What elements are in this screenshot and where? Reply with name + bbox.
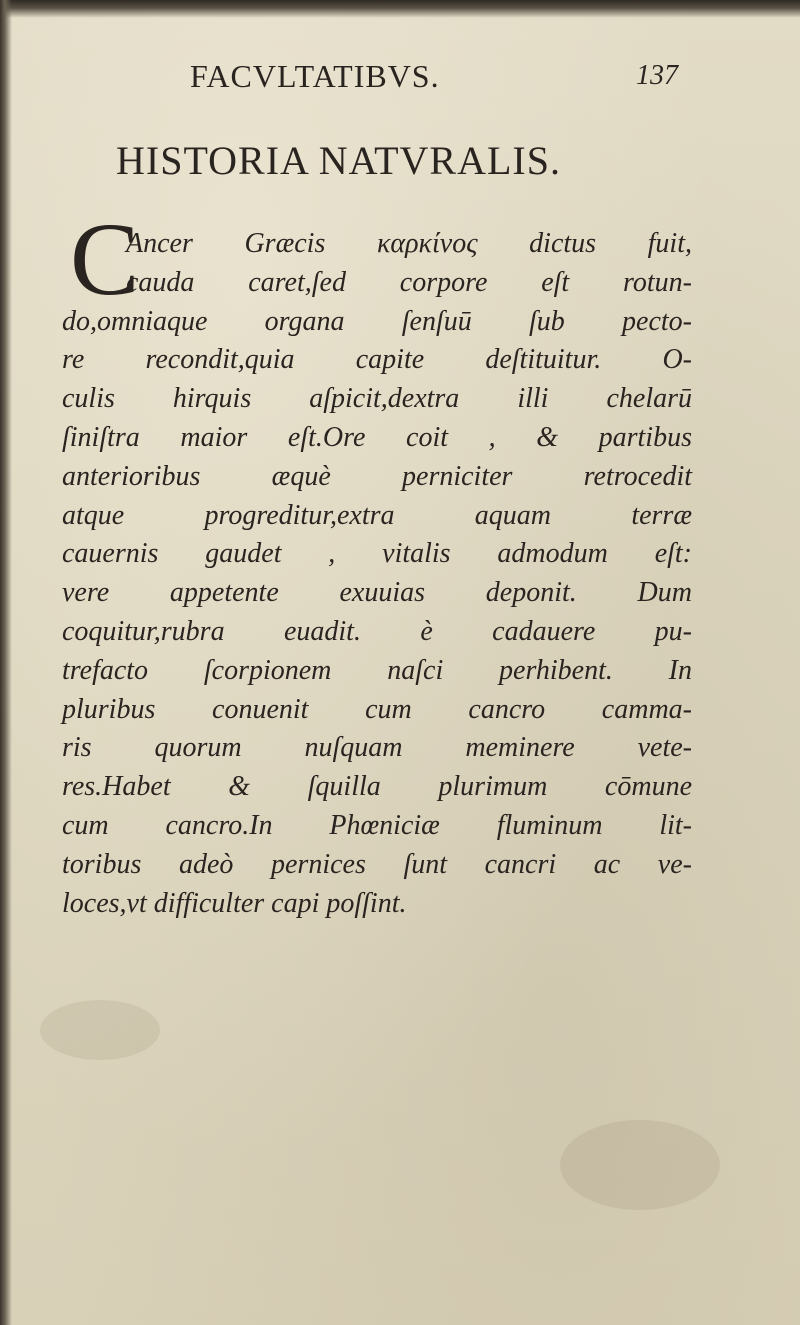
section-title: HISTORIA NATVRALIS.: [116, 138, 561, 183]
text-line: Ancer Græcis καρκίνος dictus fuit,: [126, 228, 692, 259]
text-line: toribus adeò pernices ſunt cancri ac ve-: [62, 848, 692, 880]
text-line: anterioribus æquè perniciter retrocedit: [62, 460, 692, 492]
page-binding-edge: [0, 0, 12, 1325]
text-line: loces,vt difficulter capi poſſint.: [62, 887, 407, 919]
text-line: cauda caret,ſed corpore eſt rotun-: [126, 266, 692, 298]
text-line: trefacto ſcorpionem naſci perhibent. In: [62, 654, 692, 686]
paper-stain: [560, 1120, 720, 1210]
page-number: 137: [636, 60, 678, 91]
text-line: cauernis gaudet , vitalis admodum eſt:: [62, 538, 692, 570]
text-line: pluribus conuenit cum cancro camma-: [62, 693, 692, 725]
text-line: culis hirquis aſpicit,dextra illi chelarū: [62, 383, 692, 415]
text-line: ſiniſtra maior eſt.Ore coit , & partibus: [62, 421, 692, 453]
text-line: re recondit,quia capite deſtituitur. O-: [62, 344, 692, 376]
text-line: do,omniaque organa ſenſuū ſub pecto-: [62, 305, 692, 337]
running-head: FACVLTATIBVS.: [190, 58, 440, 94]
text-line: coquitur,rubra euadit. è cadauere pu-: [62, 615, 692, 647]
page-top-edge: [0, 0, 800, 18]
body-text: [62, 225, 692, 923]
text-line: ris quorum nuſquam meminere vete-: [62, 732, 692, 764]
text-line: vere appetente exuuias deponit. Dum: [62, 577, 692, 609]
paper-stain: [40, 1000, 160, 1060]
text-line: cum cancro.In Phœniciæ fluminum lit-: [62, 809, 692, 841]
drop-cap: C: [70, 202, 140, 317]
text-line: atque progreditur,extra aquam terræ: [62, 499, 692, 531]
text-line: res.Habet & ſquilla plurimum cōmune: [62, 771, 692, 803]
